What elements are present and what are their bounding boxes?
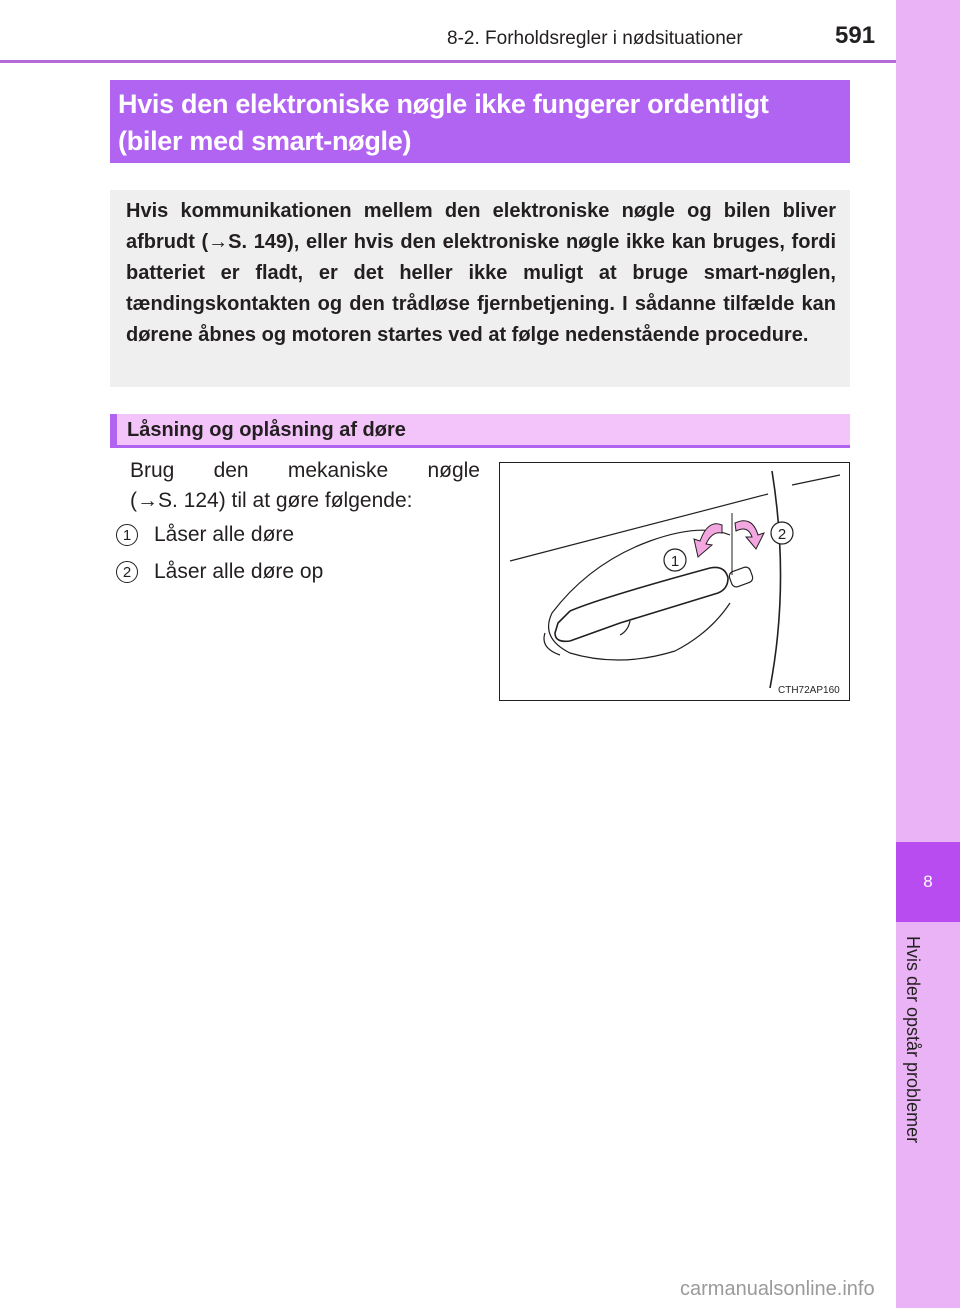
watermark: carmanualsonline.info	[680, 1278, 875, 1300]
body-word: nøgle	[427, 459, 480, 482]
list-item	[116, 560, 323, 584]
section-heading: Låsning og oplåsning af døre	[110, 414, 850, 448]
body-word: mekaniske	[287, 459, 389, 482]
page-number: 591	[835, 22, 876, 49]
page-title-line-2: (biler med smart-nøgle)	[118, 126, 412, 156]
figure-code: CTH72AP160	[778, 685, 840, 696]
list-item	[116, 523, 294, 547]
number-badge: 2	[116, 561, 138, 583]
section-body	[130, 456, 480, 516]
intro-note	[110, 190, 850, 387]
chapter-number: 8	[896, 842, 960, 922]
intro-text: Hvis kommunikationen mellem den elektroniske nøgle og bilen bliver afbrudt (→S. 149), eller hvis den elektroniske nøgle ikke kan bruges, fordi batteriet er fladt, er det heller ikke muligt at bruge smart-nøglen, tændingskontakten og den trådløse fjernbetjening. I sådanne tilfælde kan dørene åbnes og motoren startes ved at følge nedenstående procedure.	[126, 200, 836, 346]
door-handle-illustration	[499, 462, 850, 701]
list-item-label: Låser alle døre	[154, 523, 295, 546]
door-handle-drawing	[500, 463, 848, 699]
lock-arrow-icon	[694, 524, 722, 557]
page-title-line-1: Hvis den elektroniske nøgle ikke fungerer ordentligt	[118, 89, 769, 119]
header-rule	[0, 60, 896, 63]
section-reference: 8-2. Forholdsregler i nødsituationer	[447, 28, 743, 49]
body-line-2: (→S. 124) til at gøre følgende:	[130, 489, 413, 512]
body-word: den	[213, 459, 249, 482]
list-item-label: Låser alle døre op	[154, 560, 324, 583]
unlock-arrow-icon	[735, 521, 764, 549]
number-badge: 1	[116, 524, 138, 546]
callout-label-1: 1	[670, 553, 680, 570]
callout-label-2: 2	[777, 526, 787, 543]
chapter-title: Hvis der opstår problemer	[903, 936, 923, 1144]
page-title	[110, 80, 850, 163]
recess-shadow-line	[544, 633, 560, 655]
body-line-1	[130, 456, 480, 486]
door-edge-line	[770, 471, 781, 688]
door-body-line	[510, 494, 768, 561]
door-handle	[555, 567, 728, 641]
body-word: Brug	[130, 459, 175, 482]
door-body-line	[792, 475, 840, 485]
